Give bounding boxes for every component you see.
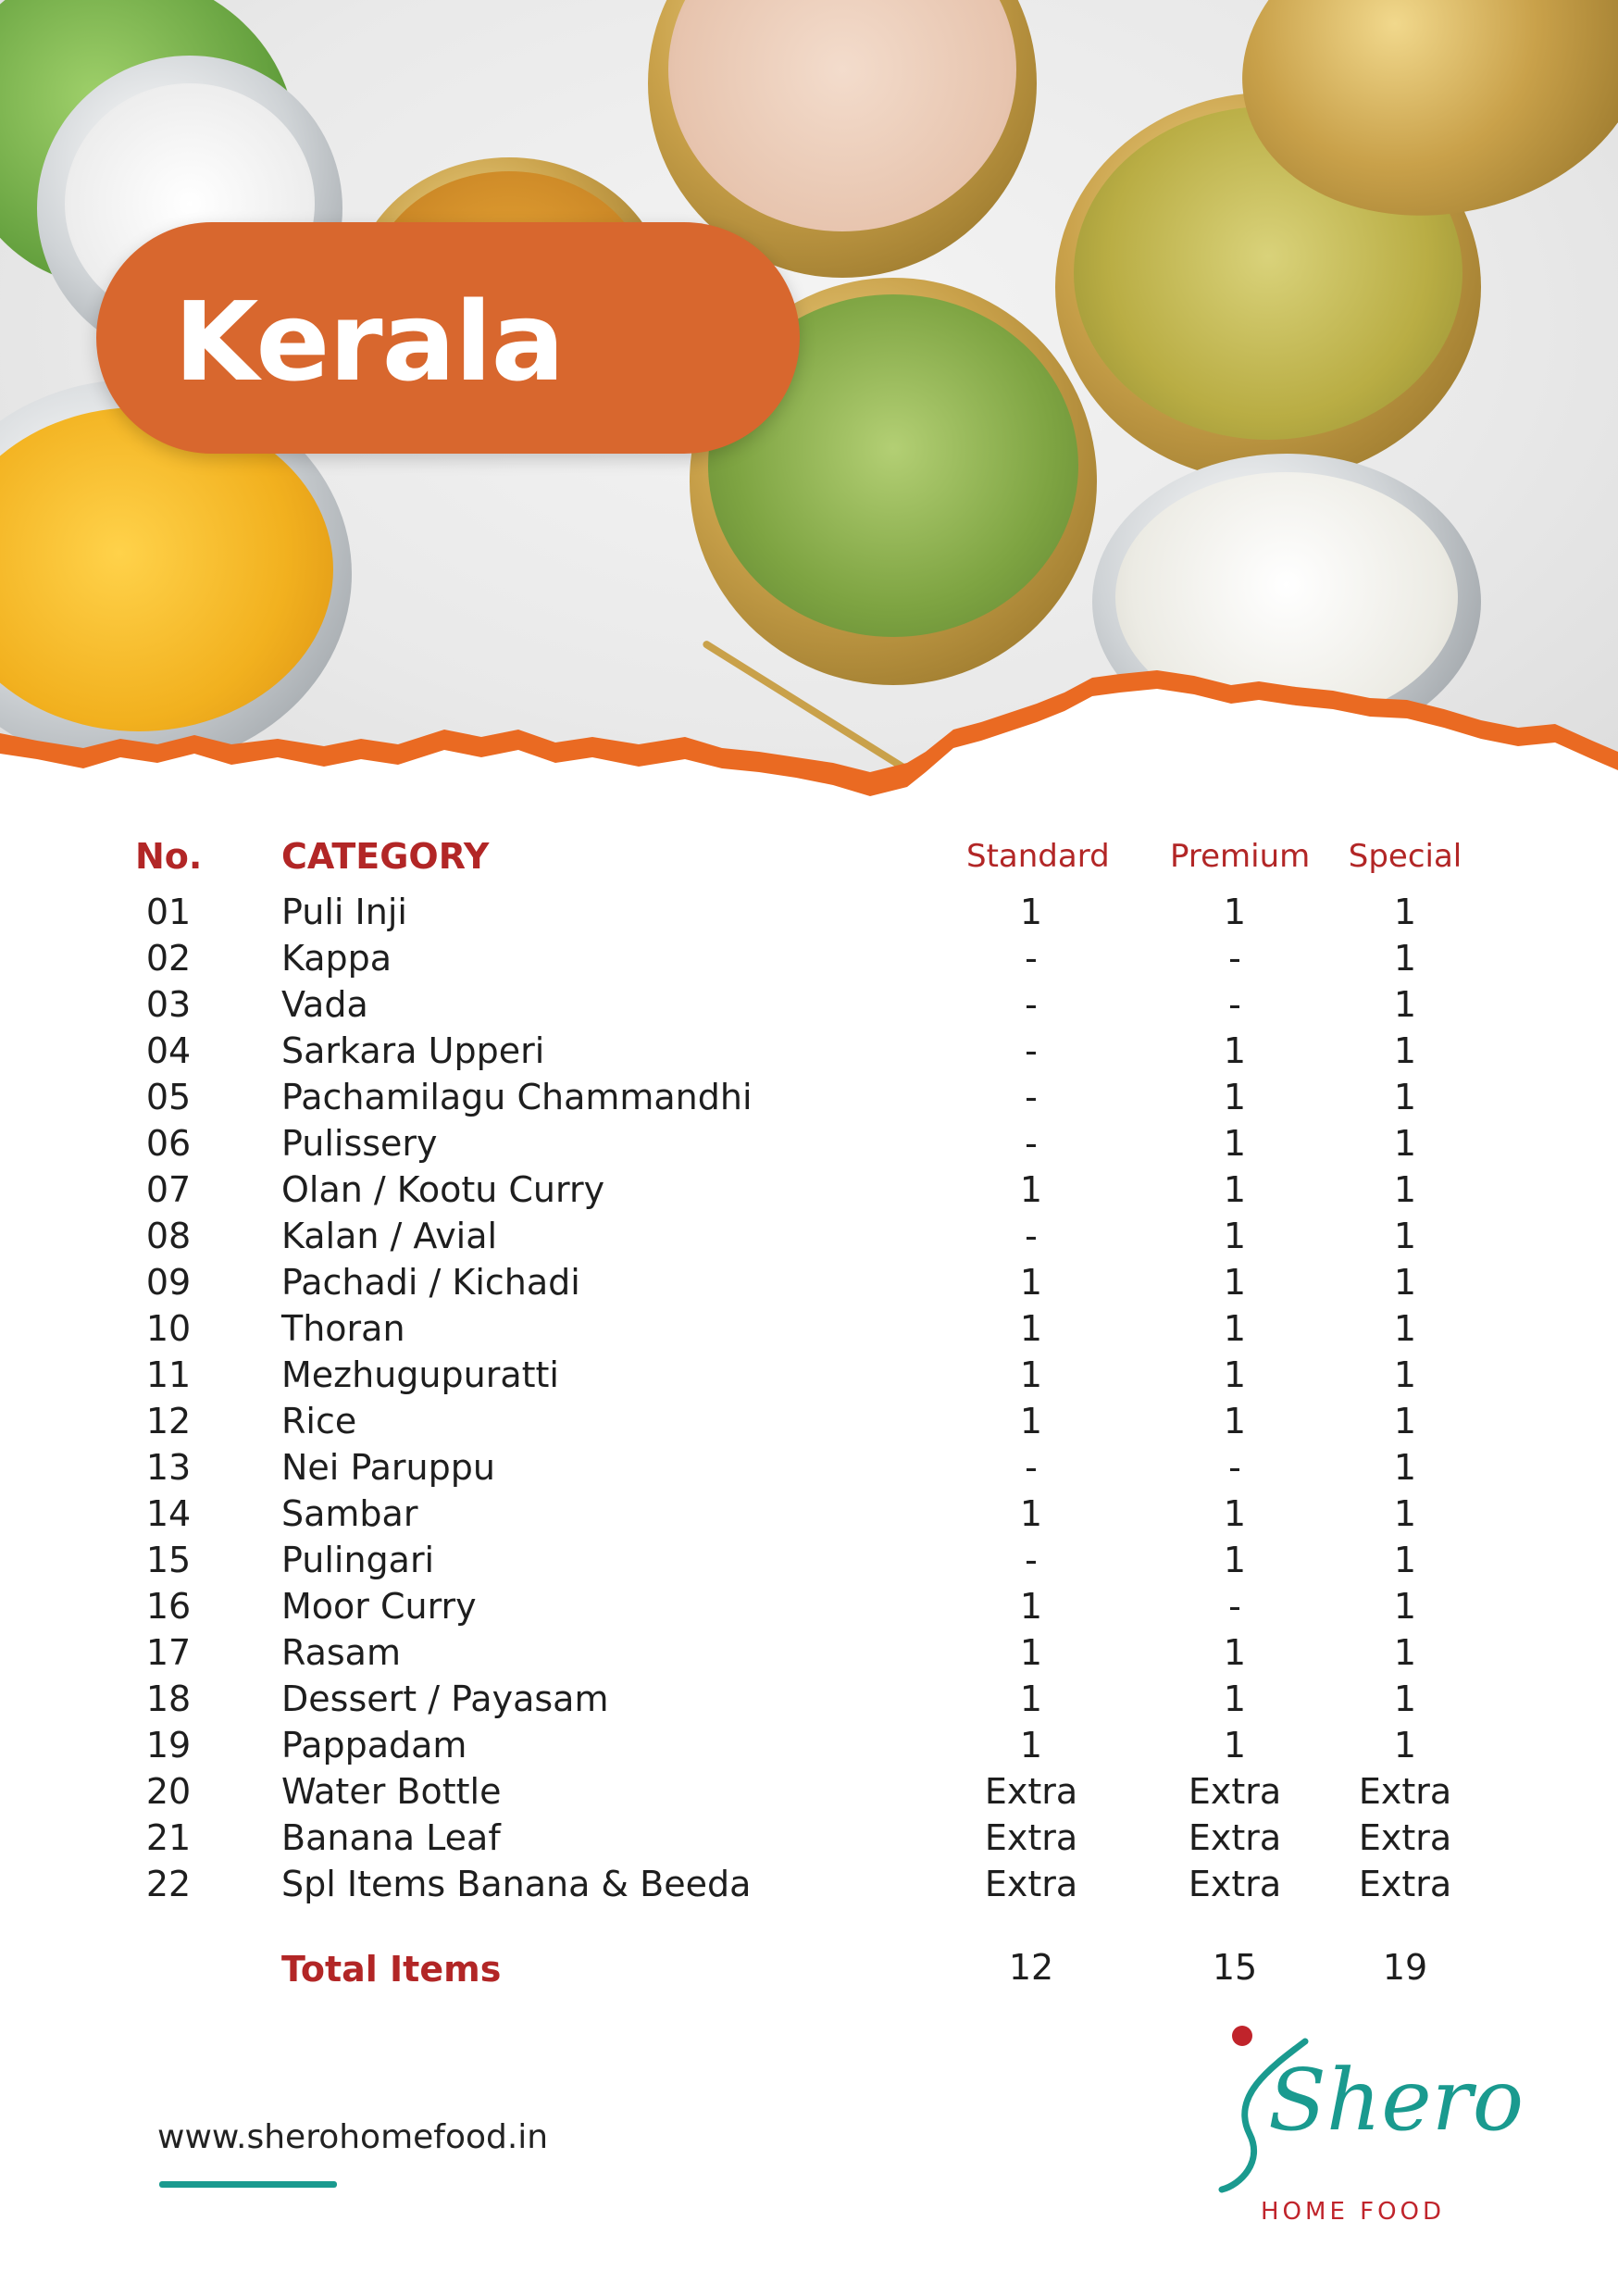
total-standard: 12	[1008, 1947, 1054, 1988]
row-special: 1	[1393, 1030, 1417, 1071]
row-standard: Extra	[984, 1864, 1078, 1904]
logo-wordmark: Shero	[1268, 2051, 1525, 2150]
row-standard: -	[1025, 938, 1038, 979]
row-number: 22	[145, 1864, 192, 1904]
row-special: 1	[1393, 1678, 1417, 1719]
row-special: 1	[1393, 1354, 1417, 1395]
row-number: 06	[145, 1123, 192, 1164]
row-category: Olan / Kootu Curry	[281, 1169, 605, 1210]
website-link[interactable]: www.sherohomefood.in	[157, 2118, 549, 2156]
row-category: Water Bottle	[281, 1771, 502, 1812]
row-standard: 1	[1019, 1493, 1043, 1534]
row-category: Pachamilagu Chammandhi	[281, 1077, 753, 1117]
row-special: 1	[1393, 1216, 1417, 1256]
row-standard: 1	[1019, 1169, 1043, 1210]
row-category: Nei Paruppu	[281, 1447, 495, 1488]
row-standard: 1	[1019, 1308, 1043, 1349]
row-category: Sarkara Upperi	[281, 1030, 545, 1071]
row-premium: 1	[1223, 1123, 1247, 1164]
row-number: 21	[145, 1817, 192, 1858]
row-standard: Extra	[984, 1771, 1078, 1812]
header-no: No.	[135, 836, 203, 877]
row-standard: -	[1025, 1030, 1038, 1071]
row-standard: -	[1025, 984, 1038, 1025]
row-special: Extra	[1358, 1817, 1452, 1858]
row-number: 04	[145, 1030, 192, 1071]
row-special: 1	[1393, 1169, 1417, 1210]
row-category: Rasam	[281, 1632, 401, 1673]
row-premium: 1	[1223, 892, 1247, 932]
row-special: 1	[1393, 1725, 1417, 1766]
row-special: 1	[1393, 984, 1417, 1025]
logo-subtitle: HOME FOOD	[1261, 2198, 1446, 2226]
row-number: 19	[145, 1725, 192, 1766]
row-premium: 1	[1223, 1262, 1247, 1303]
row-special: 1	[1393, 1308, 1417, 1349]
row-number: 02	[145, 938, 192, 979]
row-category: Mezhugupuratti	[281, 1354, 559, 1395]
row-special: 1	[1393, 892, 1417, 932]
row-standard: 1	[1019, 892, 1043, 932]
row-premium: Extra	[1188, 1817, 1282, 1858]
row-special: 1	[1393, 938, 1417, 979]
row-premium: 1	[1223, 1354, 1247, 1395]
row-category: Sambar	[281, 1493, 418, 1534]
website-underline	[159, 2181, 337, 2188]
row-premium: Extra	[1188, 1864, 1282, 1904]
row-number: 20	[145, 1771, 192, 1812]
row-special: Extra	[1358, 1864, 1452, 1904]
row-standard: 1	[1019, 1401, 1043, 1441]
row-premium: 1	[1223, 1077, 1247, 1117]
total-special: 19	[1382, 1947, 1428, 1988]
total-premium: 15	[1212, 1947, 1258, 1988]
row-category: Banana Leaf	[281, 1817, 501, 1858]
page-title: Kerala	[174, 278, 565, 406]
row-category: Pachadi / Kichadi	[281, 1262, 580, 1303]
row-standard: 1	[1019, 1725, 1043, 1766]
row-premium: -	[1228, 938, 1241, 979]
row-special: 1	[1393, 1077, 1417, 1117]
row-premium: 1	[1223, 1169, 1247, 1210]
header-special: Special	[1348, 838, 1462, 875]
row-number: 07	[145, 1169, 192, 1210]
row-category: Rice	[281, 1401, 357, 1441]
row-special: 1	[1393, 1540, 1417, 1580]
row-special: 1	[1393, 1632, 1417, 1673]
row-category: Kalan / Avial	[281, 1216, 498, 1256]
row-category: Moor Curry	[281, 1586, 477, 1627]
row-number: 16	[145, 1586, 192, 1627]
row-standard: 1	[1019, 1678, 1043, 1719]
row-standard: 1	[1019, 1632, 1043, 1673]
header-standard: Standard	[966, 838, 1110, 875]
row-premium: 1	[1223, 1678, 1247, 1719]
row-category: Kappa	[281, 938, 392, 979]
row-number: 10	[145, 1308, 192, 1349]
row-premium: -	[1228, 1586, 1241, 1627]
row-special: 1	[1393, 1586, 1417, 1627]
row-premium: 1	[1223, 1308, 1247, 1349]
row-special: 1	[1393, 1123, 1417, 1164]
row-special: 1	[1393, 1447, 1417, 1488]
row-premium: 1	[1223, 1493, 1247, 1534]
row-number: 14	[145, 1493, 192, 1534]
row-premium: 1	[1223, 1540, 1247, 1580]
row-category: Spl Items Banana & Beeda	[281, 1864, 752, 1904]
row-standard: -	[1025, 1540, 1038, 1580]
header-premium: Premium	[1170, 838, 1311, 875]
row-number: 03	[145, 984, 192, 1025]
row-number: 08	[145, 1216, 192, 1256]
row-number: 01	[145, 892, 192, 932]
row-standard: 1	[1019, 1586, 1043, 1627]
row-number: 05	[145, 1077, 192, 1117]
row-premium: Extra	[1188, 1771, 1282, 1812]
row-number: 09	[145, 1262, 192, 1303]
row-standard: Extra	[984, 1817, 1078, 1858]
row-premium: -	[1228, 1447, 1241, 1488]
row-premium: 1	[1223, 1216, 1247, 1256]
row-number: 17	[145, 1632, 192, 1673]
row-standard: -	[1025, 1123, 1038, 1164]
row-category: Dessert / Payasam	[281, 1678, 609, 1719]
row-category: Vada	[281, 984, 368, 1025]
row-category: Puli Inji	[281, 892, 407, 932]
row-number: 12	[145, 1401, 192, 1441]
row-standard: 1	[1019, 1354, 1043, 1395]
row-standard: -	[1025, 1077, 1038, 1117]
row-number: 11	[145, 1354, 192, 1395]
row-special: 1	[1393, 1493, 1417, 1534]
row-number: 13	[145, 1447, 192, 1488]
row-category: Thoran	[281, 1308, 405, 1349]
row-premium: 1	[1223, 1632, 1247, 1673]
row-premium: 1	[1223, 1401, 1247, 1441]
hero-food-photo	[0, 0, 1618, 815]
header-category: CATEGORY	[281, 836, 490, 877]
row-number: 15	[145, 1540, 192, 1580]
row-premium: 1	[1223, 1030, 1247, 1071]
row-standard: -	[1025, 1216, 1038, 1256]
row-special: Extra	[1358, 1771, 1452, 1812]
row-number: 18	[145, 1678, 192, 1719]
row-premium: -	[1228, 984, 1241, 1025]
row-category: Pappadam	[281, 1725, 467, 1766]
row-standard: 1	[1019, 1262, 1043, 1303]
row-special: 1	[1393, 1401, 1417, 1441]
row-premium: 1	[1223, 1725, 1247, 1766]
row-standard: -	[1025, 1447, 1038, 1488]
row-category: Pulingari	[281, 1540, 435, 1580]
torn-paper-edge	[0, 648, 1618, 815]
row-special: 1	[1393, 1262, 1417, 1303]
total-label: Total Items	[281, 1949, 502, 1990]
row-category: Pulissery	[281, 1123, 438, 1164]
